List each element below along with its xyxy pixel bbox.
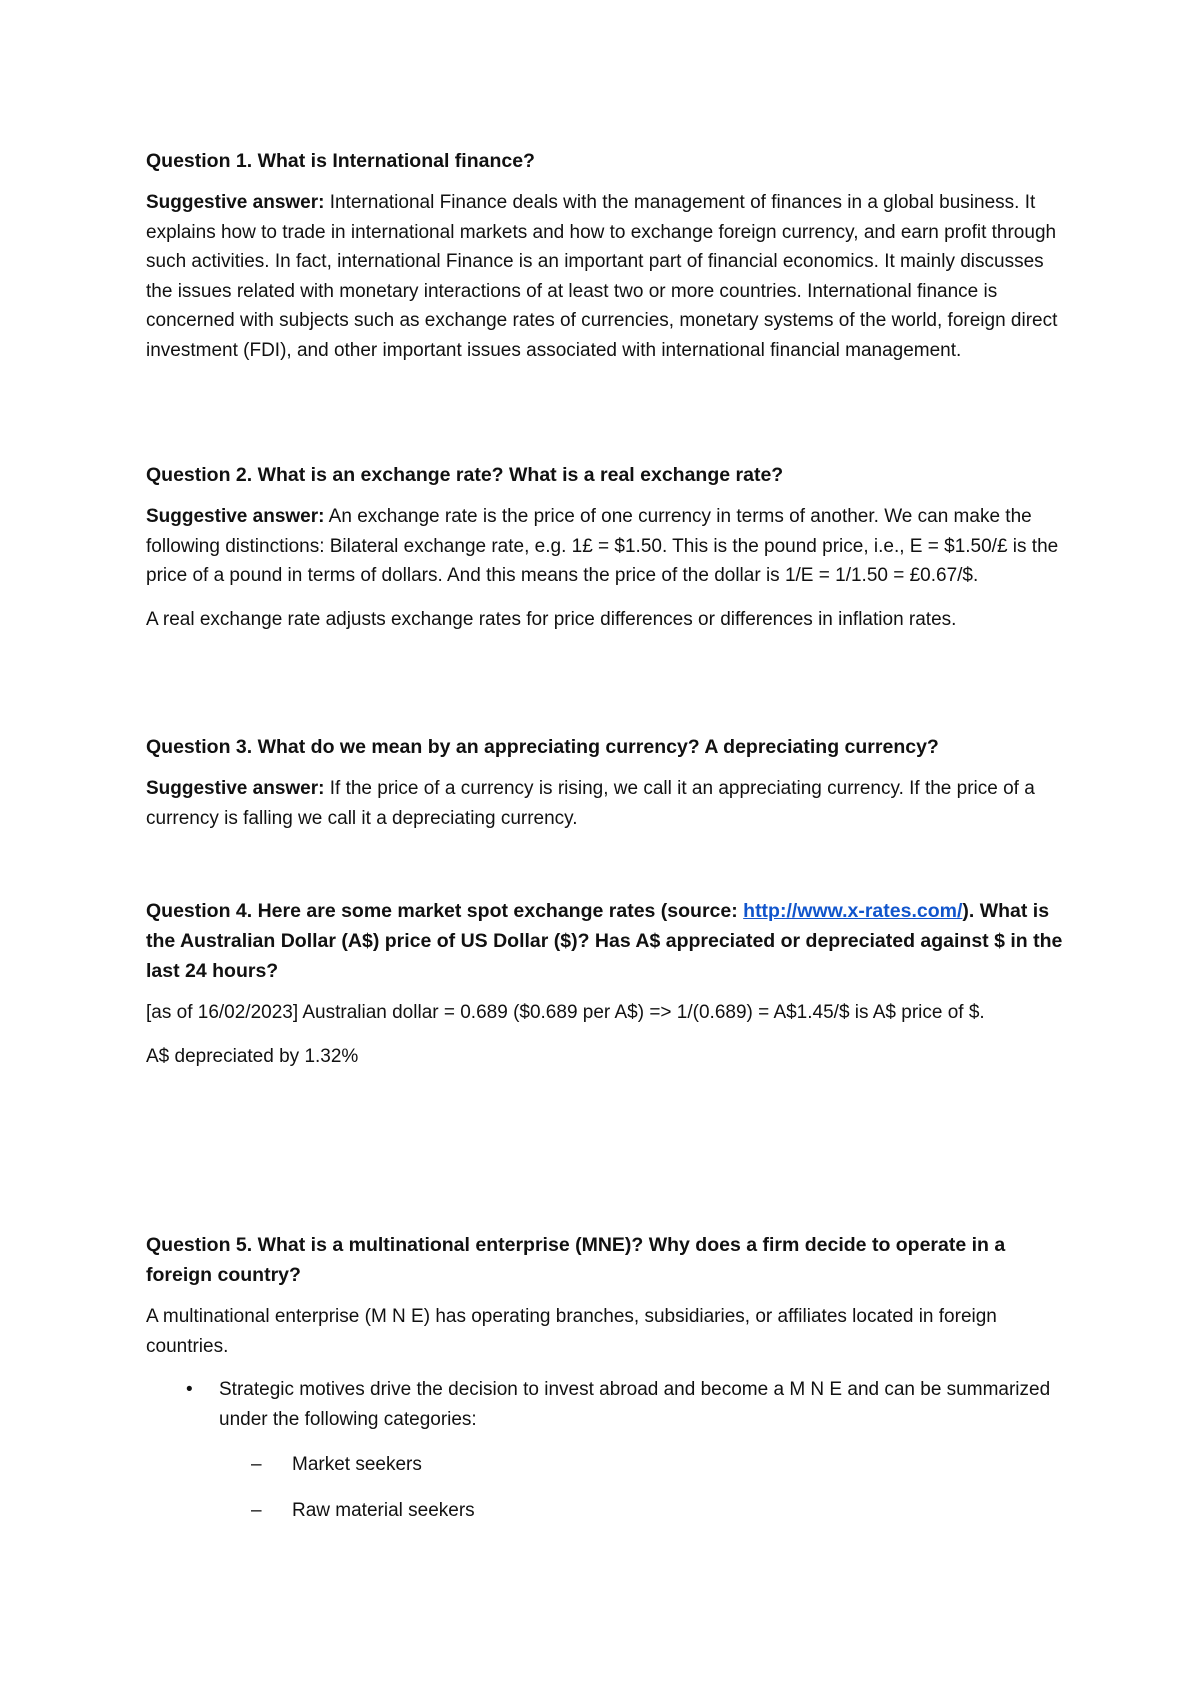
dash-icon: –: [251, 1454, 262, 1475]
answer-text: If the price of a currency is rising, we call it an appreciating currency. If the price of a currency is falling we call it a depreciating currency.: [146, 778, 1035, 829]
answer-label: Suggestive answer:: [146, 778, 325, 799]
question-5-title: Question 5. What is a multinational enterprise (MNE)? Why does a firm decide to operate in a foreign country?: [146, 1234, 1006, 1286]
question-2-title: Question 2. What is an exchange rate? What is a real exchange rate?: [146, 464, 784, 486]
question-2-extra: A real exchange rate adjusts exchange rates for price differences or differences in inflation rates.: [146, 608, 957, 630]
sub-item-text: Market seekers: [292, 1454, 422, 1475]
bullet-icon: •: [186, 1379, 193, 1400]
answer-label: Suggestive answer:: [146, 506, 325, 527]
question-1-answer: [146, 188, 1066, 365]
question-4-title-start: Question 4. Here are some market spot exchange rates (source:: [146, 900, 744, 922]
question-5-section: [146, 1230, 1066, 1525]
sub-list-item: [146, 1496, 1066, 1526]
question-2-section: [146, 460, 1066, 634]
question-2-answer: [146, 502, 1066, 591]
question-5-intro: A multinational enterprise (M N E) has operating branches, subsidiaries, or affiliates located in foreign countries.: [146, 1306, 997, 1357]
question-3-answer: [146, 774, 1066, 833]
dash-icon: –: [251, 1499, 262, 1521]
question-3-section: [146, 732, 1066, 833]
question-1-title: Question 1. What is International finance?: [146, 150, 535, 172]
bullet-item: [146, 1375, 1066, 1434]
question-1-section: [146, 146, 1066, 365]
sub-list-item: [146, 1450, 1066, 1480]
question-4-title: [146, 896, 1066, 986]
question-4-title-end: ). What is the Australian Dollar (A$) price of US Dollar ($)? Has A$ appreciated or depreciated against $ in the last 24 hours?: [146, 900, 1063, 982]
answer-text: International Finance deals with the management of finances in a global business. It explains how to trade in international markets and how to exchange foreign currency, and earn profit through such activities. In fact, international Finance is an important part of financial economics. It mainly discusses the issues related with monetary interactions of at least two or more countries. International finance is concerned with subjects such as exchange rates of currencies, monetary systems of the world, foreign direct investment (FDI), and other important issues associated with international financial management.: [146, 192, 1058, 361]
sub-item-text: Raw material seekers: [292, 1499, 475, 1521]
answer-label: Suggestive answer:: [146, 192, 325, 213]
question-4-section: [146, 896, 1066, 1071]
answer-text: An exchange rate is the price of one currency in terms of another. We can make the following distinctions: Bilateral exchange rate, e.g. 1£ = $1.50. This is the pound price, i.e., E = $1.50/£ is the price of a pound in terms of dollars. And this means the price of the dollar is 1/E = 1/1.50 = £0.67/$.: [146, 506, 1059, 586]
bullet-text: Strategic motives drive the decision to invest abroad and become a M N E and can be summarized under the following categories:: [219, 1379, 1051, 1430]
question-3-title: Question 3. What do we mean by an appreciating currency? A depreciating currency?: [146, 736, 939, 758]
question-4-change-line: A$ depreciated by 1.32%: [146, 1045, 359, 1067]
question-4-rate-line: [as of 16/02/2023] Australian dollar = 0.689 ($0.689 per A$) => 1/(0.689) = A$1.45/$ is A$ price of $.: [146, 1002, 985, 1023]
source-link[interactable]: http://www.x-rates.com/: [743, 900, 963, 922]
